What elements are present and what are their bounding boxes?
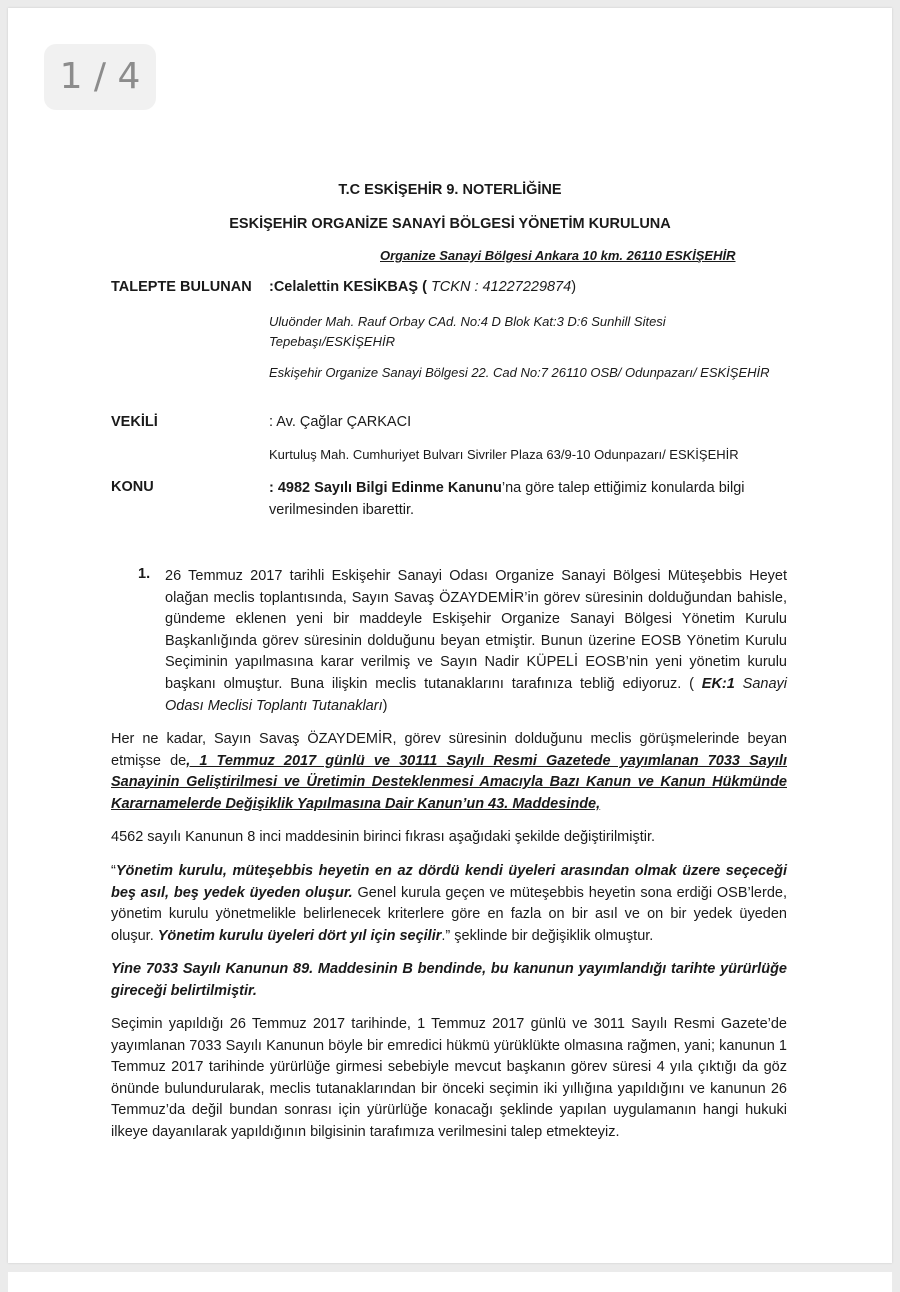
paragraph-6: Seçimin yapıldığı 26 Temmuz 2017 tarihinde, 1 Temmuz 2017 günlü ve 3011 Sayılı Resmi Gazete’de yayımlanan 7033 Sayılı Kanunun böyle bir emredici hükmü yürüklükte olmasına rağmen, yani; kanunun 1 Temmuz 2017 tarihinde yürürlüğe girmesi sebebiyle mevcut başkanın görev süresi 4 yıla çıktığı da göz önünde bulundurularak, meclis tutanaklarından bir önceki seçimin iki yıllığına yapıldığını ve kanunun 26 Temmuz’da değil bundan sonrası için yürürlüğe konacağı şeklinde yapılan uygulamanın hangi hukuki ilkeye dayanılarak yapıldığının bilgisinin tarafımıza verilmesini talep etmekteyiz. xyxy=(111,1016,787,1140)
requester-name: :Celalettin KESİKBAŞ ( xyxy=(269,279,431,295)
requester-name-line xyxy=(269,279,576,295)
paragraph-2 xyxy=(111,729,787,815)
paragraph-4-emphasis-2: Yönetim kurulu üyeleri dört yıl için seçilir xyxy=(157,927,442,944)
page-indicator: 1 / 4 xyxy=(44,44,156,110)
attorney-label: VEKİLİ xyxy=(111,414,158,430)
paragraph-2-text: Her ne kadar, Sayın Savaş ÖZAYDEMİR, görev süresinin dolduğunu meclis görüşmelerinde beyan etmişse de xyxy=(111,731,787,769)
quote-open: “ xyxy=(111,863,116,879)
requester-close: ) xyxy=(571,279,577,295)
item-1-annex-ref: EK:1 xyxy=(701,675,735,692)
attorney-name: : Av. Çağlar ÇARKACI xyxy=(269,414,412,430)
requester-address-2: Eskişehir Organize Sanayi Bölgesi 22. Cad No:7 26110 OSB/ Odunpazarı/ ESKİŞEHİR xyxy=(269,365,770,380)
addressee-line-1: T.C ESKİŞEHİR 9. NOTERLİĞİNE xyxy=(338,182,562,198)
paragraph-4 xyxy=(111,861,787,947)
item-1-text: 26 Temmuz 2017 tarihli Eskişehir Sanayi Odası Organize Sanayi Bölgesi Müteşebbis Heyet olağan meclis toplantısında, Sayın Savaş ÖZAYDEMİR’in görev süresinin dolduğundan bahisle, gündeme eklenen yeni bir maddeyle Eskişehir Organize Sanayi Bölgesi Yönetim Kurulu Başkanlığında görev süresinin dolduğunu beyan etmiştir. Bunun üzerine EOSB Yönetim Kurulu Seçiminin yapılmasına karar verilmiş ve Sayın Nadir KÜPELİ EOSB’nin yeni yönetim kurulu başkanı olmuştur. Buna ilişkin meclis tutanaklarını tarafınıza tebliğ ediyoruz. ( xyxy=(165,568,787,692)
paragraph-4-emphasis-1: Yönetim kurulu, müteşebbis heyetin en az dördü kendi üyeleri arasından olmak üzere seçeceği beş asıl, beş yedek üyeden oluşur. xyxy=(111,863,787,901)
requester-address-1-line-2: Tepebaşı/ESKİŞEHİR xyxy=(269,334,395,349)
subject-text xyxy=(269,478,787,521)
next-page-edge xyxy=(8,1272,892,1292)
requester-tckn: TCKN : 41227229874 xyxy=(430,279,572,295)
subject-rest: ’na göre talep ettiğimiz konularda bilgi verilmesinden ibarettir. xyxy=(269,480,745,518)
attorney-address: Kurtuluş Mah. Cumhuriyet Bulvarı Sivriler Plaza 63/9-10 Odunpazarı/ ESKİŞEHİR xyxy=(269,447,739,462)
paragraph-4-text-2: .” şeklinde bir değişiklik olmuştur. xyxy=(441,927,654,944)
addressee-address: Organize Sanayi Bölgesi Ankara 10 km. 26110 ESKİŞEHİR xyxy=(380,248,736,263)
requester-address-1 xyxy=(269,312,789,352)
item-1-close: ) xyxy=(382,697,388,714)
item-1-annex-title: Sanayi Odası Meclisi Toplantı Tutanakları xyxy=(165,675,787,714)
item-1-paragraph xyxy=(165,566,787,717)
paragraph-4-text-1: Genel kurula geçen ve müteşebbis heyetin sona erdiği OSB’lerde, yönetim kurulu yönetmelikle belirlenecek kriterlere göre en fazla on bir asıl ve on bir yedek üyeden oluşur. xyxy=(111,884,787,944)
item-1-number: 1. xyxy=(138,566,151,582)
paragraph-5: Yine 7033 Sayılı Kanunun 89. Maddesinin B bendinde, bu kanunun yayımlandığı tarihte yürürlüğe gireceği belirtilmiştir. xyxy=(111,961,787,999)
requester-address-1-line-1: Uluönder Mah. Rauf Orbay CAd. No:4 D Blok Kat:3 D:6 Sunhill Sitesi xyxy=(269,314,666,329)
paragraph-3: 4562 sayılı Kanunun 8 inci maddesinin birinci fıkrası aşağıdaki şekilde değiştirilmiştir. xyxy=(111,829,656,845)
subject-law: : 4982 Sayılı Bilgi Edinme Kanunu xyxy=(269,480,502,496)
addressee-line-2: ESKİŞEHİR ORGANİZE SANAYİ BÖLGESİ YÖNETİM KURULUNA xyxy=(229,216,671,232)
subject-label: KONU xyxy=(111,479,154,495)
requester-label: TALEPTE BULUNAN xyxy=(111,279,252,295)
paragraph-2-law-reference: , 1 Temmuz 2017 günlü ve 30111 Sayılı Resmi Gazetede yayımlanan 7033 Sayılı Sanayinin Geliştirilmesi ve Üretimin Desteklenmesi Amacıyla Bazı Kanun ve Kanun Hükmünde Kararnamelerde Değişiklik Yapılmasına Dair Kanun’un 43. Maddesinde, xyxy=(111,752,787,812)
